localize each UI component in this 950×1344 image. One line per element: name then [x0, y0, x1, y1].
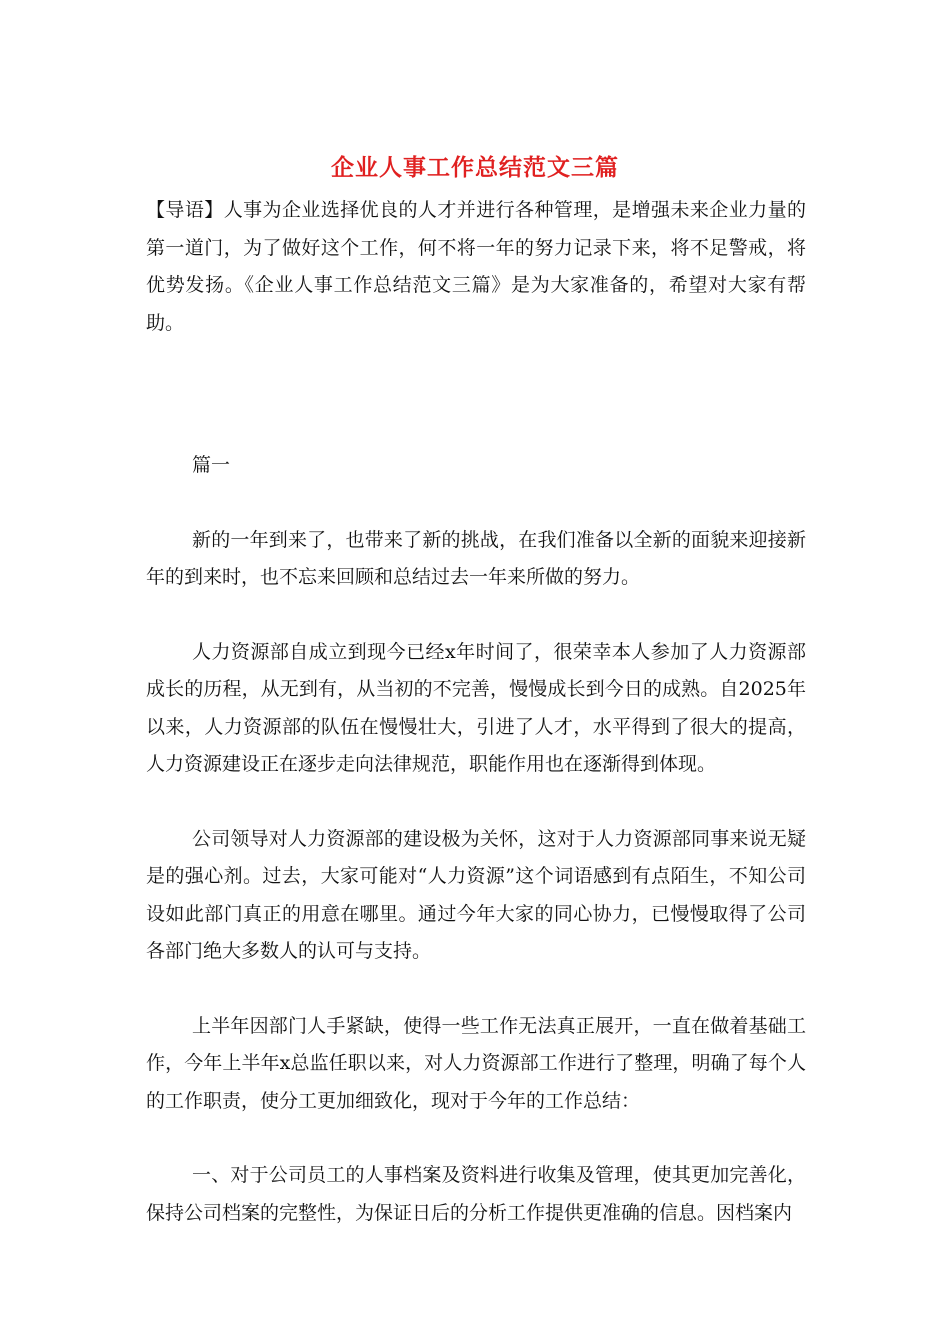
body-paragraph: 上半年因部门人手紧缺，使得一些工作无法真正展开，一直在做着基础工作，今年上半年x总监任职以来，对人力资源部工作进行了整理，明确了每个人的工作职责，使分工更加细致化，现对于今年的工作总结：: [146, 1014, 806, 1112]
body-paragraph: 一、对于公司员工的人事档案及资料进行收集及管理，使其更加完善化，保持公司档案的完整性，为保证日后的分析工作提供更准确的信息。因档案内: [146, 1164, 806, 1224]
document-body: [146, 192, 806, 1269]
body-paragraph: 人力资源部自成立到现今已经x年时间了，很荣幸本人参加了人力资源部成长的历程，从无到有，从当初的不完善，慢慢成长到今日的成熟。自2025年以来，人力资源部的队伍在慢慢壮大，引进了人才，水平得到了很大的提高，人力资源建设正在逐步走向法律规范，职能作用也在逐渐得到体现。: [146, 640, 806, 775]
document-title: 企业人事工作总结范文三篇: [331, 154, 619, 181]
spacer: [146, 342, 806, 447]
body-paragraph: 新的一年到来了，也带来了新的挑战，在我们准备以全新的面貌来迎接新年的到来时，也不忘来回顾和总结过去一年来所做的努力。: [146, 528, 806, 588]
intro-paragraph: 【导语】人事为企业选择优良的人才并进行各种管理，是增强未来企业力量的第一道门，为了做好这个工作，何不将一年的努力记录下来，将不足警戒，将优势发扬。《企业人事工作总结范文三篇》是为大家准备的，希望对大家有帮助。: [146, 199, 806, 334]
section-label: 篇一: [192, 454, 231, 476]
body-paragraph: 公司领导对人力资源部的建设极为关怀，这对于人力资源部同事来说无疑是的强心剂。过去，大家可能对“人力资源”这个词语感到有点陌生，不知公司设如此部门真正的用意在哪里。通过今年大家的同心协力，已慢慢取得了公司各部门绝大多数人的认可与支持。: [146, 827, 806, 962]
